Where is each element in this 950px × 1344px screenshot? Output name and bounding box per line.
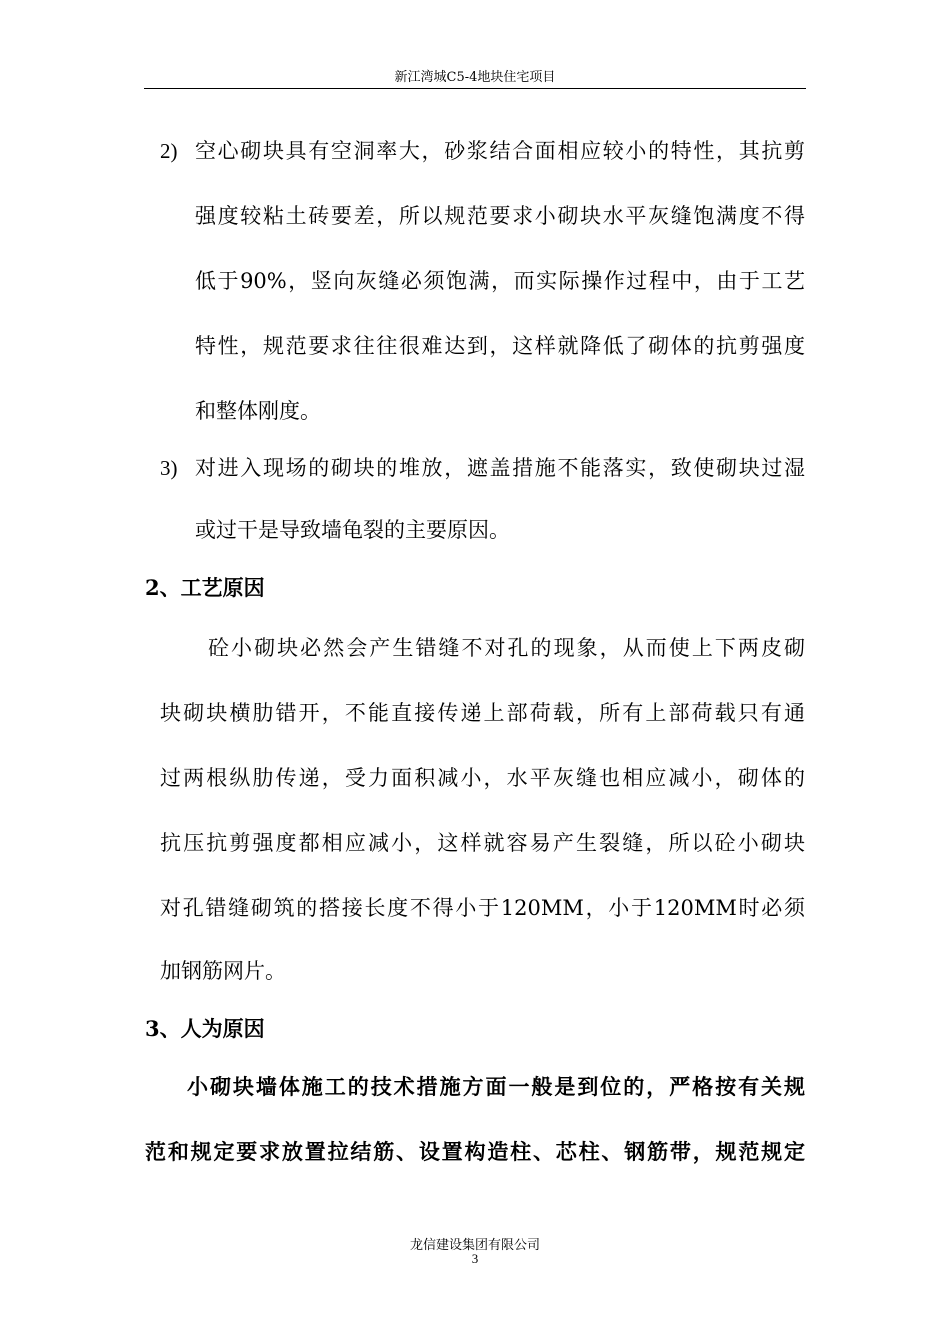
section-heading: 3、人为原因 (145, 1016, 265, 1041)
list-item-line: 强度较粘土砖要差，所以规范要求小砌块水平灰缝饱满度不得 (195, 204, 805, 228)
paragraph-line: 对孔错缝砌筑的搭接长度不得小于120MM，小于120MM时必须 (160, 896, 805, 920)
list-item-line: 或过干是导致墙龟裂的主要原因。 (195, 518, 510, 542)
section-heading: 2、工艺原因 (145, 575, 265, 600)
list-item-line: 和整体刚度。 (195, 399, 321, 423)
list-number: 3) (160, 456, 178, 480)
paragraph-line: 过两根纵肋传递，受力面积减小，水平灰缝也相应减小，砌体的 (160, 766, 805, 790)
list-item-line: 对进入现场的砌块的堆放，遮盖措施不能落实，致使砌块过湿 (195, 456, 805, 480)
list-item-line: 特性，规范要求往往很难达到，这样就降低了砌体的抗剪强度 (195, 334, 805, 358)
paragraph-line: 小砌块墙体施工的技术措施方面一般是到位的，严格按有关规 (187, 1074, 805, 1099)
header-rule (144, 88, 806, 89)
list-item-line: 低于90%，竖向灰缝必须饱满，而实际操作过程中，由于工艺 (195, 269, 805, 293)
page-number: 3 (471, 1251, 479, 1266)
paragraph-line: 范和规定要求放置拉结筋、设置构造柱、芯柱、钢筋带，规范规定 (145, 1139, 805, 1164)
paragraph-line: 砼小砌块必然会产生错缝不对孔的现象，从而使上下两皮砌 (208, 636, 805, 660)
paragraph-line: 块砌块横肋错开，不能直接传递上部荷载，所有上部荷载只有通 (160, 701, 805, 725)
list-item-line: 空心砌块具有空洞率大，砂浆结合面相应较小的特性，其抗剪 (195, 139, 805, 163)
footer-company: 龙信建设集团有限公司 (409, 1238, 540, 1253)
list-number: 2) (160, 139, 178, 163)
paragraph-line: 加钢筋网片。 (160, 959, 286, 983)
paragraph-line: 抗压抗剪强度都相应减小，这样就容易产生裂缝，所以砼小砌块 (160, 831, 805, 855)
header-title: 新江湾城C5-4地块住宅项目 (394, 70, 556, 85)
